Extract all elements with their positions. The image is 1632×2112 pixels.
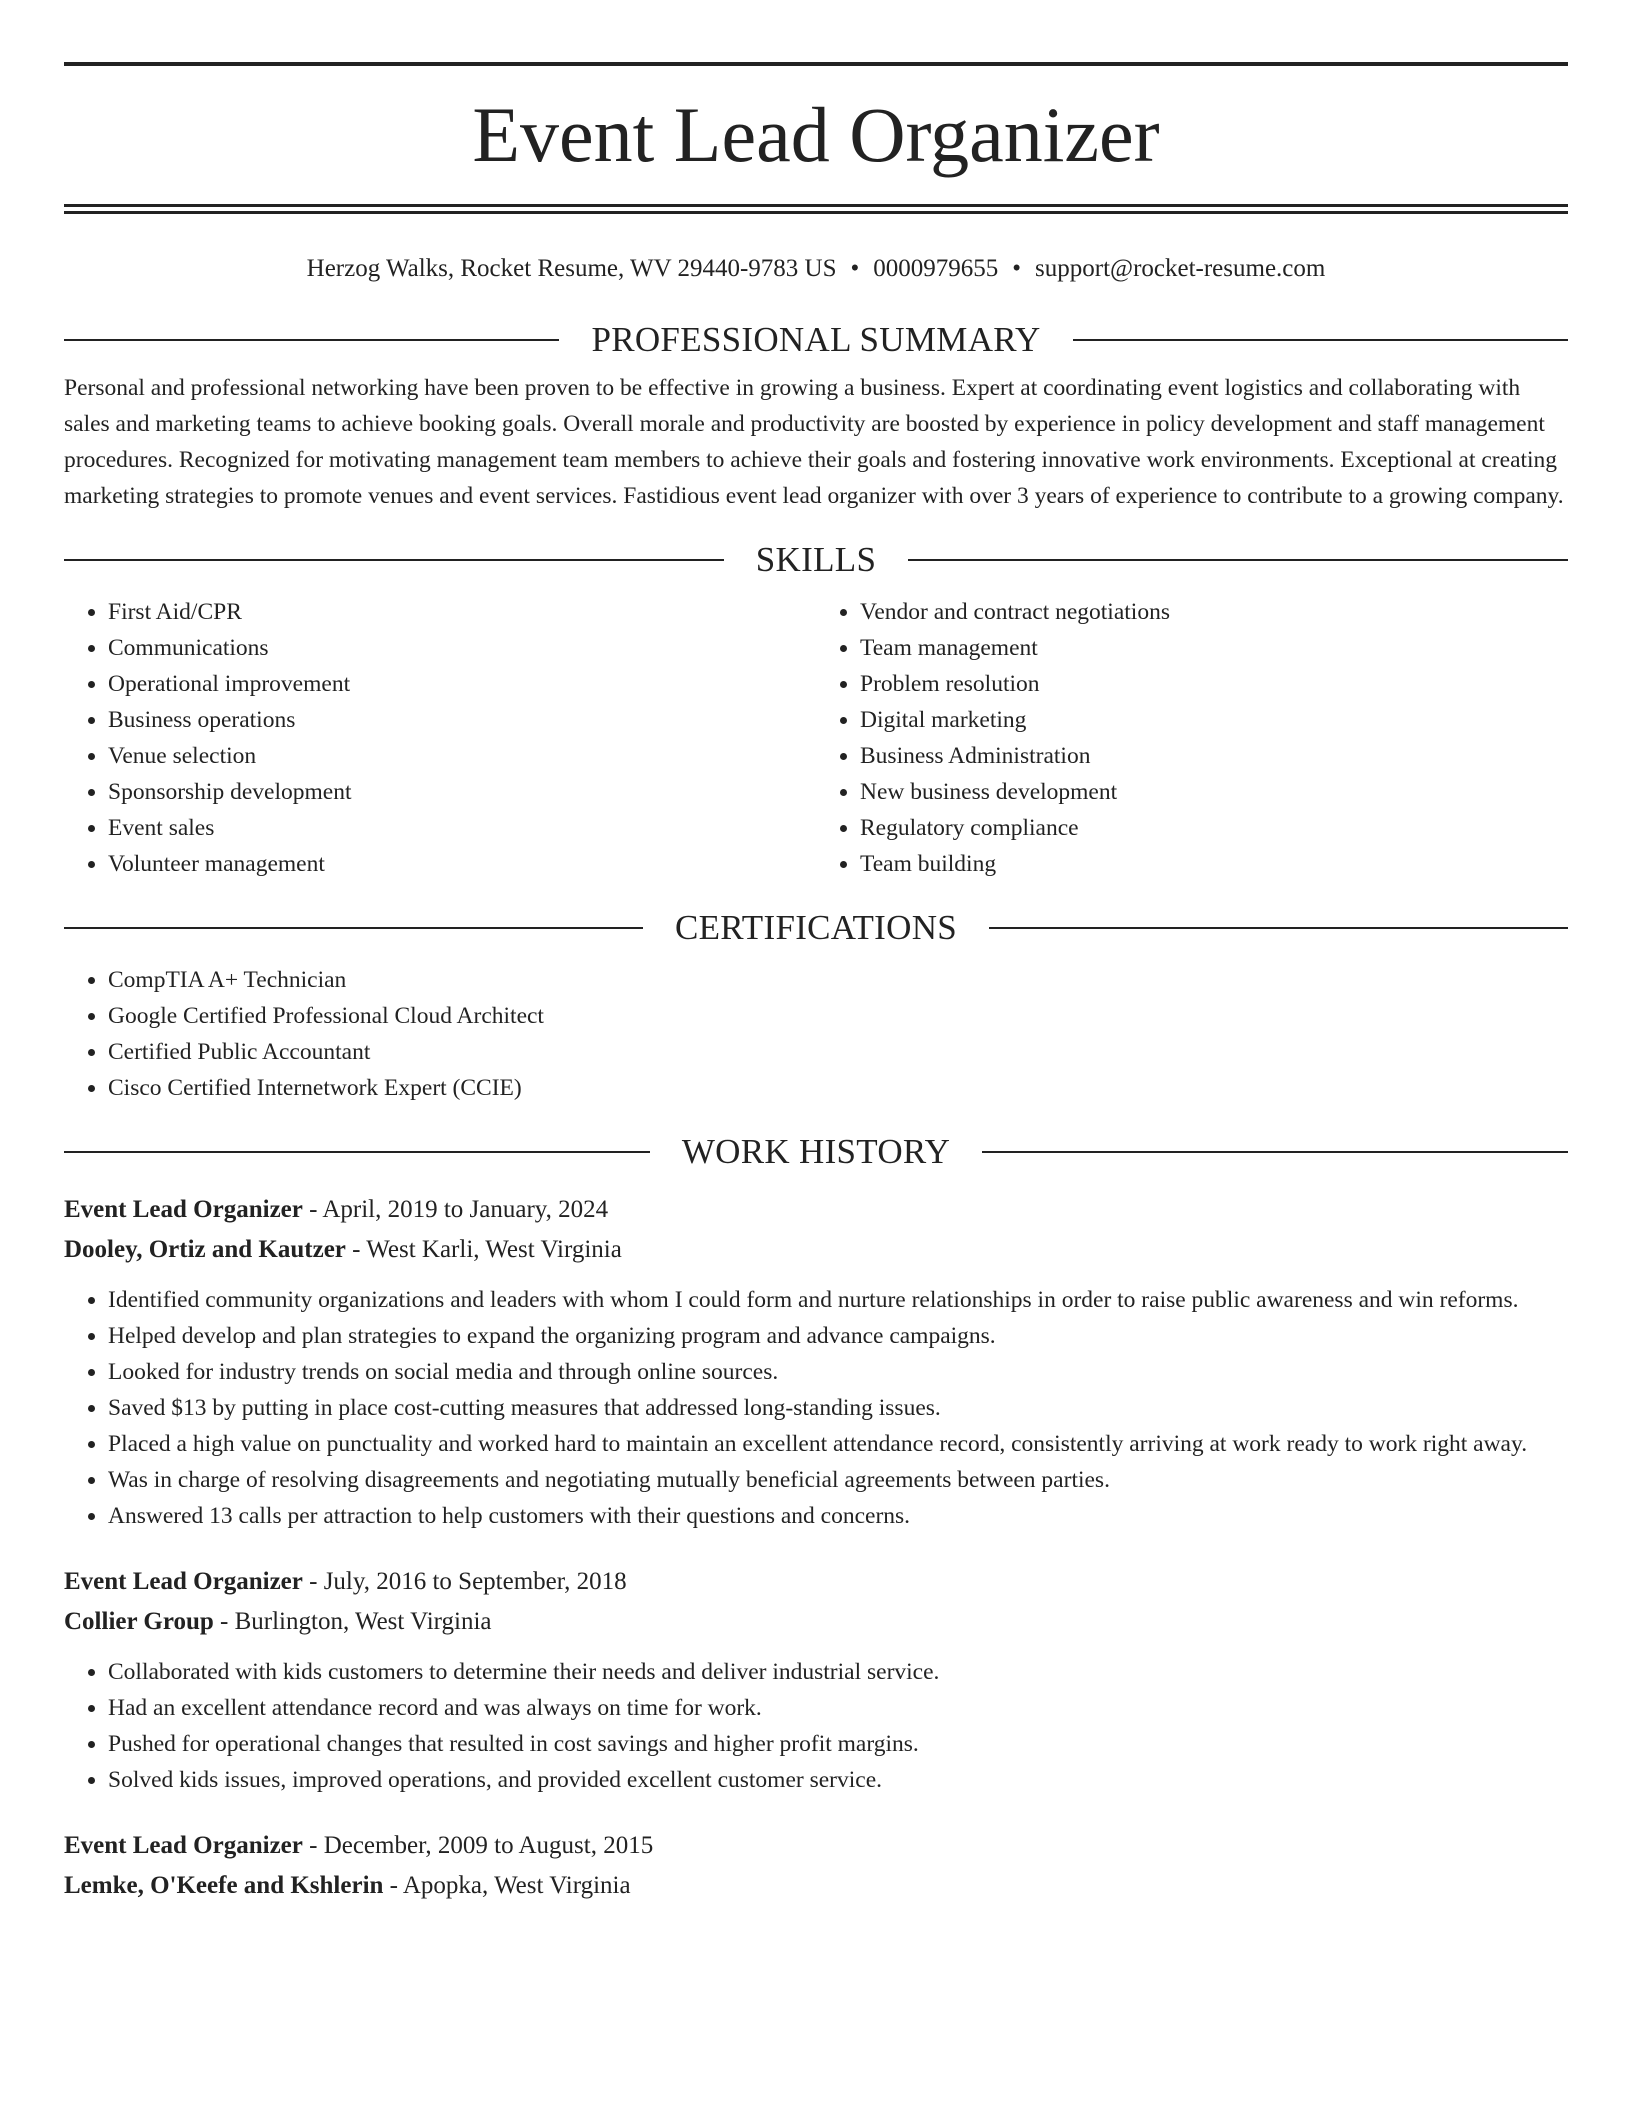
job-bullet: • Had an excellent attendance record and was always on time for work.	[108, 1690, 1568, 1726]
certification-item: • Certified Public Accountant	[108, 1034, 1568, 1070]
job-title: Event Lead Organizer	[64, 1568, 303, 1595]
section-label: CERTIFICATIONS	[674, 908, 958, 947]
job-company-line: Dooley, Ortiz and Kautzer - West Karli, West Virginia	[64, 1236, 622, 1263]
job-company: Dooley, Ortiz and Kautzer	[64, 1236, 346, 1263]
job-bullet: • Solved kids issues, improved operations, and provided excellent customer service.	[108, 1762, 1568, 1798]
summary-paragraph: Personal and professional networking have been proven to be effective in growing a business. Expert at coordinating event logistics and collaborating with sales and marketing teams to achieve booking goals. Overall morale and productivity are boosted by experience in policy development and staff management procedures. Recognized for motivating management team members to achieve their goals and fostering innovative work environments. Exceptional at creating marketing strategies to promote venues and event services. Fastidious event lead organizer with over 3 years of experience to contribute to a growing company.	[64, 375, 1564, 509]
skill-item: • Digital marketing	[860, 702, 1568, 738]
contact-line	[64, 252, 1568, 286]
skill-item: • Volunteer management	[108, 846, 816, 882]
job-title: Event Lead Organizer	[64, 1196, 303, 1223]
skill-item: • Business operations	[108, 702, 816, 738]
skill-item: • Regulatory compliance	[860, 810, 1568, 846]
heading-rule	[989, 927, 1568, 929]
job-company: Collier Group	[64, 1608, 214, 1635]
section-heading-summary	[64, 320, 1568, 360]
job-title-line: Event Lead Organizer - December, 2009 to August, 2015	[64, 1832, 654, 1859]
job-entry	[64, 1190, 1568, 1534]
job-company: Lemke, O'Keefe and Kshlerin	[64, 1872, 384, 1899]
contact-phone: 0000979655	[873, 255, 999, 282]
heading-rule	[1073, 339, 1568, 341]
skill-item: • New business development	[860, 774, 1568, 810]
section-heading-work-history	[64, 1132, 1568, 1172]
contact-separator: •	[1012, 255, 1022, 282]
section-label: SKILLS	[755, 540, 877, 579]
job-title-line: Event Lead Organizer - April, 2019 to January, 2024	[64, 1196, 609, 1223]
certifications-list	[64, 962, 1568, 1106]
contact-separator: •	[850, 255, 860, 282]
job-location: Apopka, West Virginia	[402, 1872, 631, 1899]
job-bullet: • Pushed for operational changes that resulted in cost savings and higher profit margins.	[108, 1726, 1568, 1762]
skill-item: • Venue selection	[108, 738, 816, 774]
skill-item: • Business Administration	[860, 738, 1568, 774]
skill-item: • Operational improvement	[108, 666, 816, 702]
certification-item: • Google Certified Professional Cloud Architect	[108, 998, 1568, 1034]
job-bullet: • Saved $13 by putting in place cost-cutting measures that addressed long-standing issues.	[108, 1390, 1568, 1426]
job-bullet: • Identified community organizations and leaders with whom I could form and nurture relationships in order to raise public awareness and win reforms.	[108, 1282, 1568, 1318]
job-entry	[64, 1826, 1568, 1906]
job-bullet: • Placed a high value on punctuality and worked hard to maintain an excellent attendance record, consistently arriving at work ready to work right away.	[108, 1426, 1568, 1462]
heading-rule	[982, 1151, 1568, 1153]
job-entry	[64, 1562, 1568, 1798]
skill-item: • First Aid/CPR	[108, 594, 816, 630]
skill-item: • Team building	[860, 846, 1568, 882]
skills-list-right	[816, 594, 1568, 882]
skill-item: • Sponsorship development	[108, 774, 816, 810]
skill-item: • Vendor and contract negotiations	[860, 594, 1568, 630]
heading-rule	[908, 559, 1568, 561]
heading-rule	[64, 339, 559, 341]
skills-list-left	[64, 594, 816, 882]
job-bullets	[64, 1282, 1568, 1534]
job-bullet: • Answered 13 calls per attraction to help customers with their questions and concerns.	[108, 1498, 1568, 1534]
section-heading-skills	[64, 540, 1568, 580]
job-title-line: Event Lead Organizer - July, 2016 to September, 2018	[64, 1568, 627, 1595]
skill-item: • Team management	[860, 630, 1568, 666]
job-title: Event Lead Organizer	[64, 1832, 303, 1859]
skill-item: • Problem resolution	[860, 666, 1568, 702]
job-location: West Karli, West Virginia	[366, 1236, 622, 1263]
section-heading-certifications	[64, 908, 1568, 948]
contact-email[interactable]: support@rocket-resume.com	[1035, 255, 1326, 282]
job-bullet: • Was in charge of resolving disagreements and negotiating mutually beneficial agreements between parties.	[108, 1462, 1568, 1498]
certification-item: • Cisco Certified Internetwork Expert (CCIE)	[108, 1070, 1568, 1106]
job-company-line: Collier Group - Burlington, West Virginia	[64, 1608, 492, 1635]
skill-item: • Communications	[108, 630, 816, 666]
skills-columns	[64, 594, 1568, 882]
job-bullet: • Collaborated with kids customers to determine their needs and deliver industrial service.	[108, 1654, 1568, 1690]
job-dates: December, 2009 to August, 2015	[323, 1832, 654, 1859]
job-location: Burlington, West Virginia	[234, 1608, 492, 1635]
resume-title: Event Lead Organizer	[472, 91, 1160, 178]
title-double-rule	[64, 204, 1568, 214]
job-company-line: Lemke, O'Keefe and Kshlerin - Apopka, West Virginia	[64, 1872, 631, 1899]
section-label: WORK HISTORY	[681, 1132, 951, 1171]
job-bullet: • Helped develop and plan strategies to expand the organizing program and advance campaigns.	[108, 1318, 1568, 1354]
job-dates: July, 2016 to September, 2018	[323, 1568, 627, 1595]
certification-item: • CompTIA A+ Technician	[108, 962, 1568, 998]
heading-rule	[64, 1151, 650, 1153]
job-dates: April, 2019 to January, 2024	[322, 1196, 609, 1223]
heading-rule	[64, 559, 724, 561]
heading-rule	[64, 927, 643, 929]
job-bullets	[64, 1654, 1568, 1798]
resume-page	[64, 0, 1568, 1906]
section-label: PROFESSIONAL SUMMARY	[591, 320, 1041, 359]
contact-address: Herzog Walks, Rocket Resume, WV 29440-9783 US	[306, 255, 837, 282]
skill-item: • Event sales	[108, 810, 816, 846]
job-bullet: • Looked for industry trends on social media and through online sources.	[108, 1354, 1568, 1390]
